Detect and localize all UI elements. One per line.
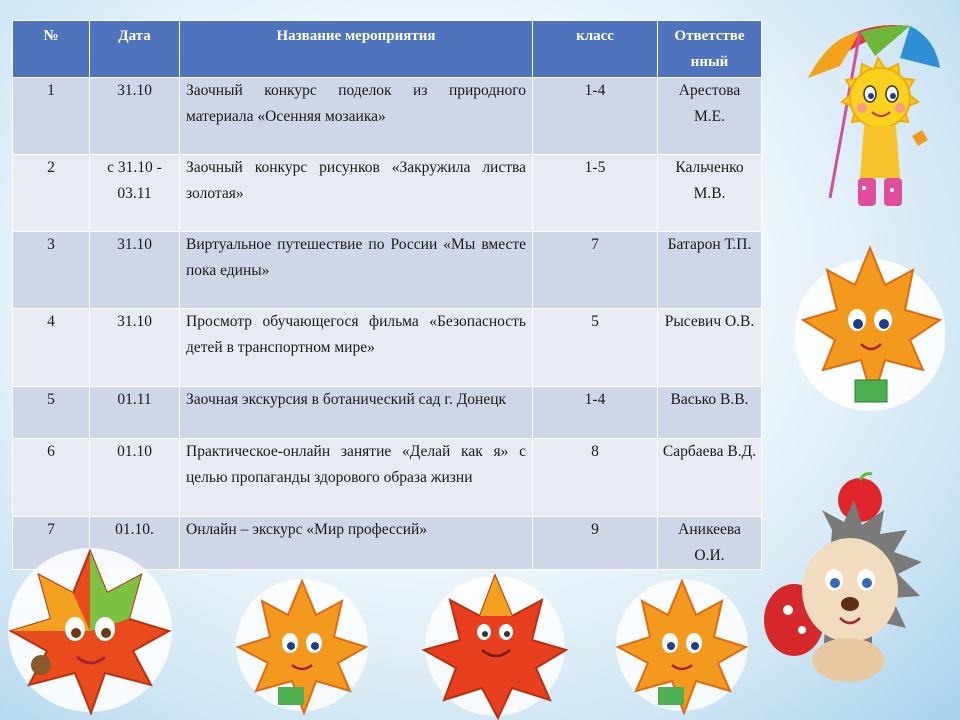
row-num: 5: [13, 387, 90, 439]
row-title: Заочная экскурсия в ботанический сад г. Донецк: [180, 387, 533, 439]
row-responsible: Арестова М.Е.: [658, 78, 762, 155]
events-table: [12, 20, 762, 570]
row-title: Виртуальное путешествие по России «Мы вместе пока едины»: [180, 232, 533, 309]
row-num: 4: [13, 309, 90, 387]
table-row: [13, 78, 762, 155]
row-title: Онлайн – экскурс «Мир профессий»: [180, 517, 533, 570]
row-responsible: Рысевич О.В.: [658, 309, 762, 387]
sun-with-umbrella-icon: [800, 8, 950, 218]
row-date: 01.10.: [90, 517, 180, 570]
row-title: Практическое-онлайн занятие «Делай как я» с целью пропаганды здорового образа жизни: [180, 439, 533, 517]
row-num: 3: [13, 232, 90, 309]
header-date: Дата: [90, 21, 180, 78]
row-class: 7: [533, 232, 658, 309]
row-date: 31.10: [90, 309, 180, 387]
row-date: с 31.10 - 03.11: [90, 155, 180, 232]
row-responsible: Аникеева О.И.: [658, 517, 762, 570]
hedgehog-with-apple-icon: [762, 470, 952, 710]
smiling-maple-leaf-icon: [420, 572, 570, 720]
row-responsible: Сарбаева В.Д.: [658, 439, 762, 517]
header-responsible: Ответстве нный: [658, 21, 762, 78]
table-row: [13, 155, 762, 232]
header-num: №: [13, 21, 90, 78]
header-class: класс: [533, 21, 658, 78]
smiling-maple-leaf-icon: [795, 240, 945, 430]
row-date: 01.10: [90, 439, 180, 517]
row-title: Заочный конкурс рисунков «Закружила листва золотая»: [180, 155, 533, 232]
row-num: 7: [13, 517, 90, 570]
row-class: 1-5: [533, 155, 658, 232]
table-header-row: [13, 21, 762, 78]
row-class: 9: [533, 517, 658, 570]
row-class: 1-4: [533, 78, 658, 155]
table-row: [13, 232, 762, 309]
row-responsible: Васько В.В.: [658, 387, 762, 439]
header-title: Название мероприятия: [180, 21, 533, 78]
table-row: [13, 439, 762, 517]
row-class: 1-4: [533, 387, 658, 439]
row-responsible: Батарон Т.П.: [658, 232, 762, 309]
row-class: 8: [533, 439, 658, 517]
row-title: Просмотр обучающегося фильма «Безопасность детей в транспортном мире»: [180, 309, 533, 387]
row-date: 31.10: [90, 78, 180, 155]
smiling-maple-leaf-icon: [612, 575, 752, 715]
row-date: 31.10: [90, 232, 180, 309]
table-row: [13, 387, 762, 439]
row-date: 01.11: [90, 387, 180, 439]
smiling-maple-leaf-icon: [232, 575, 372, 715]
row-responsible: Кальченко М.В.: [658, 155, 762, 232]
table-row: [13, 309, 762, 387]
row-num: 1: [13, 78, 90, 155]
smiling-maple-leaf-icon: [5, 545, 175, 715]
row-num: 2: [13, 155, 90, 232]
row-num: 6: [13, 439, 90, 517]
row-class: 5: [533, 309, 658, 387]
row-title: Заочный конкурс поделок из природного материала «Осенняя мозаика»: [180, 78, 533, 155]
